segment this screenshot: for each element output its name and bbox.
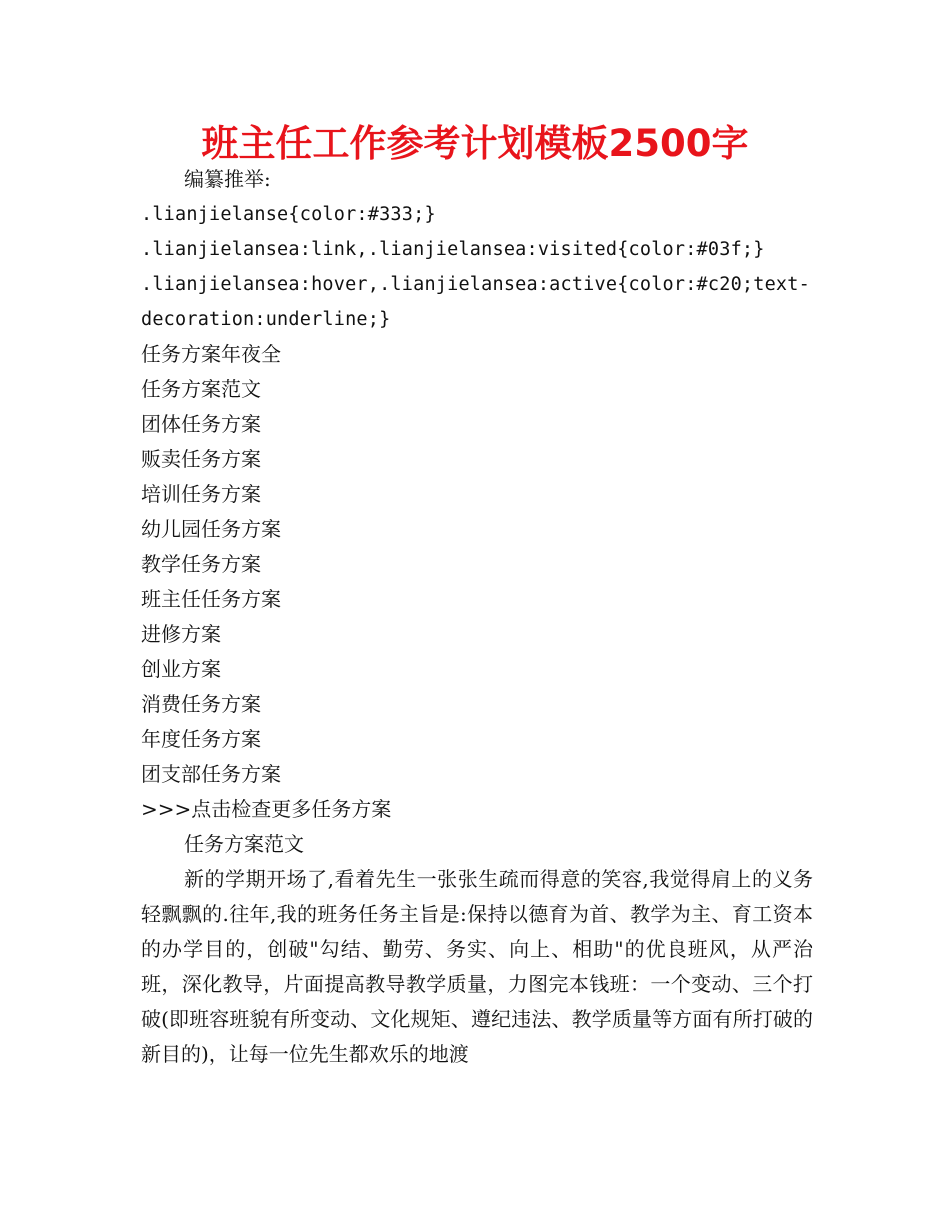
- link-head-teacher-plan[interactable]: 班主任任务方案: [141, 587, 281, 611]
- section-heading: 任务方案范文: [184, 832, 304, 856]
- link-group-plan[interactable]: 团体任务方案: [141, 412, 261, 436]
- document-body: [141, 162, 813, 1072]
- css-line-4: decoration:underline;}: [141, 309, 391, 330]
- link-kindergarten-plan[interactable]: 幼儿园任务方案: [141, 517, 281, 541]
- link-startup-plan[interactable]: 创业方案: [141, 657, 221, 681]
- link-plan-samples[interactable]: 任务方案范文: [141, 377, 261, 401]
- link-teaching-plan[interactable]: 教学任务方案: [141, 552, 261, 576]
- more-plans-link[interactable]: >>>点击检查更多任务方案: [141, 797, 392, 821]
- intro-label: 编纂推举:: [184, 167, 271, 191]
- link-study-plan[interactable]: 进修方案: [141, 622, 221, 646]
- link-plan-collection[interactable]: 任务方案年夜全: [141, 342, 281, 366]
- link-annual-plan[interactable]: 年度任务方案: [141, 727, 261, 751]
- body-paragraph: 新的学期开场了,看着先生一张张生疏而得意的笑容,我觉得肩上的义务轻飘飘的.往年,我的班务任务主旨是:保持以德育为首、教学为主、育工资本的办学目的，创破"勾结、勤劳、务实、向上、相助"的优良班风，从严治班，深化教导，片面提高教导教学质量，力图完本钱班：一个变动、三个打破(即班容班貌有所变动、文化规矩、遵纪违法、教学质量等方面有所打破的新目的)，让每一位先生都欢乐的地渡: [141, 867, 813, 1066]
- css-line-2: .lianjielansea:link,.lianjielansea:visited{color:#03f;}: [141, 239, 765, 260]
- link-sales-plan[interactable]: 贩卖任务方案: [141, 447, 261, 471]
- link-league-branch-plan[interactable]: 团支部任务方案: [141, 762, 281, 786]
- link-training-plan[interactable]: 培训任务方案: [141, 482, 261, 506]
- css-line-1: .lianjielanse{color:#333;}: [141, 204, 436, 225]
- link-consumption-plan[interactable]: 消费任务方案: [141, 692, 261, 716]
- css-line-3: .lianjielansea:hover,.lianjielansea:active{color:#c20;text-: [141, 274, 810, 295]
- document-title: 班主任工作参考计划模板2500字: [201, 122, 749, 165]
